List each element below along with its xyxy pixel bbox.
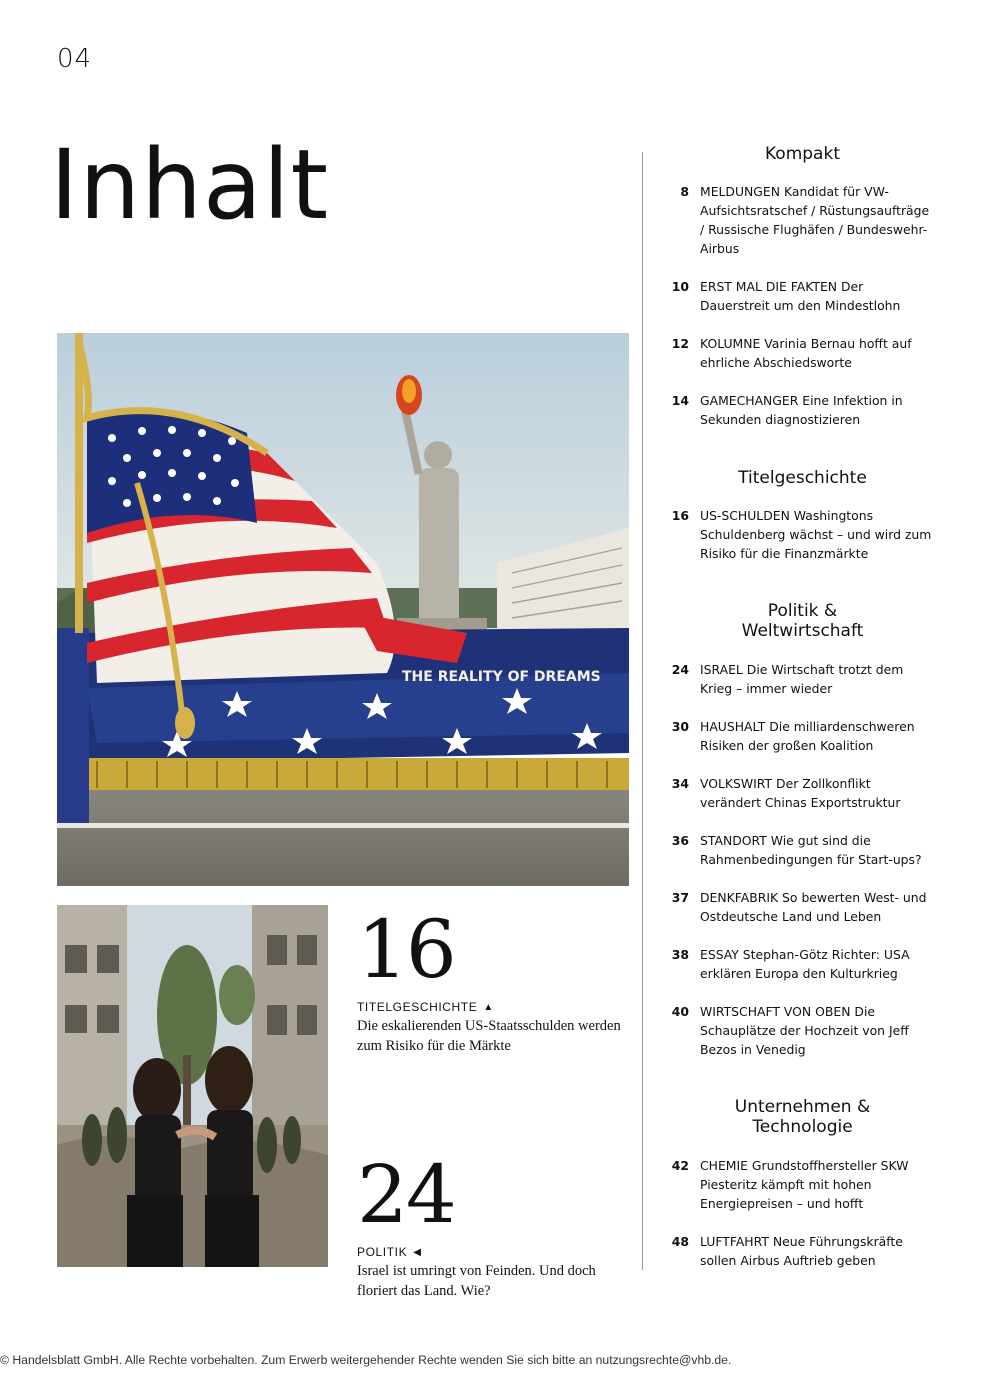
copyright-notice: © Handelsblatt GmbH. Alle Rechte vorbehalten. Zum Erwerb weitergehender Rechte wenden Sie sich bitte an nutzungsrechte@vhb.de.: [0, 1353, 732, 1367]
toc-entry-text: ESSAY Stephan-Götz Richter: USA erklären Europa den Kulturkrieg: [700, 946, 910, 981]
feature-page-number: 16: [357, 903, 455, 996]
toc-entry-text: VOLKSWIRT Der Zollkonflikt verändert Chinas Exportstruktur: [700, 775, 901, 810]
feature-description: Israel ist umringt von Feinden. Und doch floriert das Land. Wie?: [357, 1263, 596, 1300]
toc-entry[interactable]: [670, 945, 935, 983]
toc-entry-page: 38: [671, 946, 689, 962]
toc-entry-text: US-SCHULDEN Washingtons Schuldenberg wächst – und wird zum Risiko für die Finanzmärkte: [700, 508, 932, 562]
toc-entry-text: HAUSHALT Die milliardenschweren Risiken der großen Koalition: [700, 718, 915, 753]
triangle-left-icon: ◀: [413, 1246, 422, 1258]
column-divider: [642, 152, 643, 1270]
feature-description: Die eskalierenden US-Staatsschulden werden zum Risiko für die Märkte: [357, 1018, 621, 1055]
toc-entry-page: 24: [671, 661, 689, 677]
toc-entry[interactable]: [670, 888, 935, 926]
page-title: Inhalt: [50, 129, 330, 241]
toc-entry-text: GAMECHANGER Eine Infektion in Sekunden diagnostizieren: [700, 393, 903, 428]
toc-entry[interactable]: [670, 182, 935, 258]
toc-entry-page: 40: [671, 1003, 689, 1019]
israel-street-photo: [57, 905, 328, 1267]
toc-section-politik: [670, 601, 935, 1059]
feature-category: POLITIK: [357, 1245, 408, 1259]
toc-entry-text: CHEMIE Grundstoffhersteller SKW Piesteritz kämpft mit hohen Energiepreisen – und hofft: [700, 1157, 909, 1211]
toc-entry[interactable]: [670, 660, 935, 698]
toc-entry-text: DENKFABRIK So bewerten West- und Ostdeutsche Land und Leben: [700, 889, 927, 924]
section-title: Unternehmen & Technologie: [734, 1097, 871, 1138]
parade-float-photo: [57, 333, 629, 886]
toc-entry-page: 34: [671, 775, 689, 791]
feature-category: TITELGESCHICHTE: [357, 1000, 478, 1014]
feature-page-number: 24: [357, 1148, 455, 1241]
page-number: 04: [57, 44, 93, 74]
toc-entry[interactable]: [670, 717, 935, 755]
toc-entry-text: MELDUNGEN Kandidat für VW-Aufsichtsratschef / Rüstungsaufträge / Russische Flughäfen / Bundeswehr-Airbus: [700, 184, 930, 257]
toc-entry[interactable]: [670, 334, 935, 372]
toc-entry-text: KOLUMNE Varinia Bernau hofft auf ehrliche Abschiedsworte: [700, 336, 912, 371]
toc-entry-page: 8: [680, 184, 689, 200]
feature-cover-story[interactable]: [357, 898, 627, 1057]
toc-entry[interactable]: [670, 1156, 935, 1213]
toc-entry-text: WIRTSCHAFT VON OBEN Die Schauplätze der Hochzeit von Jeff Bezos in Venedig: [700, 1003, 909, 1057]
toc-entry-page: 10: [671, 279, 689, 295]
toc-section-kompakt: [670, 144, 935, 429]
toc-entry-page: 16: [671, 508, 689, 524]
toc-entry-page: 36: [671, 832, 689, 848]
toc-entry[interactable]: [670, 391, 935, 429]
toc-section-unternehmen: [670, 1097, 935, 1270]
toc-entry[interactable]: [670, 1232, 935, 1270]
toc-entry[interactable]: [670, 1002, 935, 1059]
toc-entry[interactable]: [670, 831, 935, 869]
toc-entry-page: 42: [671, 1157, 689, 1173]
triangle-up-icon: ▲: [483, 1001, 494, 1013]
feature-politics[interactable]: [357, 1143, 627, 1302]
section-title: Titelgeschichte: [738, 468, 867, 488]
toc-entry-text: ERST MAL DIE FAKTEN Der Dauerstreit um den Mindestlohn: [700, 279, 901, 314]
toc-entry-page: 30: [671, 718, 689, 734]
toc-section-titelgeschichte: [670, 468, 935, 563]
toc-entry-text: STANDORT Wie gut sind die Rahmenbedingungen für Start-ups?: [700, 832, 922, 867]
toc-entry-page: 12: [671, 336, 689, 352]
toc-entry-page: 37: [671, 889, 689, 905]
toc-entry-page: 14: [671, 393, 689, 409]
float-banner-text: THE REALITY OF DREAMS: [402, 669, 601, 685]
toc-entry-page: 48: [671, 1233, 689, 1249]
toc-entry-text: ISRAEL Die Wirtschaft trotzt dem Krieg – immer wieder: [700, 661, 904, 696]
toc-entry-text: LUFTFAHRT Neue Führungskräfte sollen Airbus Auftrieb geben: [700, 1233, 903, 1268]
section-title: Politik & Weltwirtschaft: [741, 601, 864, 642]
toc-entry[interactable]: [670, 277, 935, 315]
toc-entry[interactable]: [670, 774, 935, 812]
toc-entry[interactable]: [670, 506, 935, 563]
section-title: Kompakt: [765, 144, 840, 164]
